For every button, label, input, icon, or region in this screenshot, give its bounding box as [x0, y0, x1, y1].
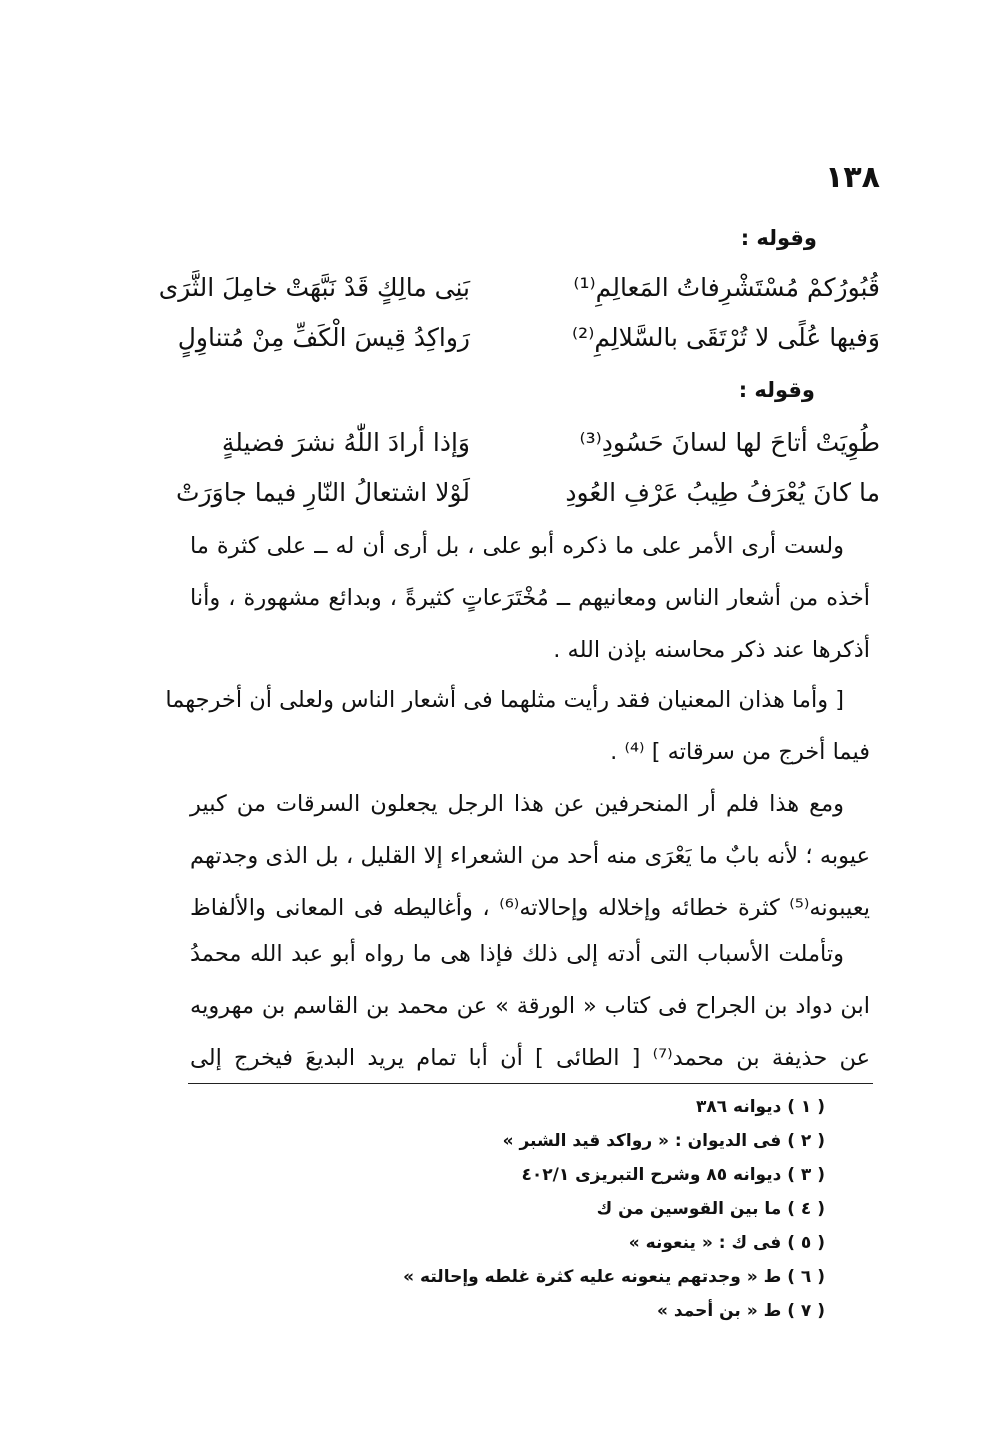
hemistich-second: طُوِيَتْ أتاحَ لها لسانَ حَسُودِ⁽³⁾: [579, 428, 880, 457]
text-line: أذكرها عند ذكر محاسنه بإذن الله .: [553, 637, 870, 663]
text-line: ولست أرى الأمر على ما ذكره أبو على ، بل أرى أن له ــ على كثرة ما: [190, 533, 844, 559]
footnote: ( ٣ ) ديوانه ٨٥ وشرح التبريزى ٤٠٢/١: [521, 1165, 825, 1185]
hemistich-first: بَنِى مالِكٍ قَدْ نَبَّهَتْ خامِلَ الثَّرَى: [158, 273, 470, 302]
text-line: ومع هذا فلم أر المنحرفين عن هذا الرجل يجعلون السرقات من كبير: [190, 791, 844, 817]
paragraph: [190, 520, 870, 676]
hemistich-first: رَواكِدُ قِيسَ الْكَفِّ مِنْ مُتناوِلٍ: [177, 323, 470, 352]
paragraph: [190, 928, 870, 1084]
text-line: ابن دواد بن الجراح فى كتاب « الورقة » عن محمد بن القاسم بن مهرويه: [190, 993, 870, 1019]
footnote: ( ١ ) ديوانه ٣٨٦: [695, 1097, 825, 1117]
text-line: [ وأما هذان المعنيان فقد رأيت مثلهما فى أشعار الناس ولعلى أن أخرجهما: [165, 687, 844, 713]
footnote: ( ٧ ) ط « بن أحمد »: [657, 1301, 825, 1321]
verse-intro: وقوله :: [740, 226, 817, 250]
hemistich-first: وَإذا أرادَ اللّٰهُ نشرَ فضيلةٍ: [221, 428, 470, 457]
hemistich-second: قُبُورُكمْ مُسْتَشْرِفاتُ المَعالِمِ⁽¹⁾: [573, 273, 880, 302]
page-number: ١٣٨: [825, 160, 880, 195]
paragraph: [165, 674, 870, 778]
paragraph: [190, 778, 870, 934]
text-line: عن حذيفة بن محمد⁽⁷⁾ [ الطائى ] أن أبا تمام يريد البديعَ فيخرج إلى: [190, 1045, 870, 1071]
footnote: ( ٢ ) فى الديوان : « رواكد قيد الشبر »: [502, 1131, 825, 1151]
footnote: ( ٥ ) فى ك : « ينعونه »: [628, 1233, 825, 1253]
text-line: وتأملت الأسباب التى أدته إلى ذلك فإذا هى ما رواه أبو عبد الله محمدُ: [190, 941, 844, 967]
hemistich-first: لَوْلا اشتعالُ النّارِ فيما جاوَرَتْ: [176, 478, 470, 507]
text-line: فيما أخرج من سرقاته ] ⁽⁴⁾ .: [610, 739, 870, 765]
text-line: أخذه من أشعار الناس ومعانيهم ــ مُخْتَرَعاتٍ كثيرةً ، وبدائع مشهورة ، وأنا: [190, 585, 870, 611]
hemistich-second: وَفيها عُلًى لا تُرْتَقَى بالسَّلالِمِ⁽²⁾: [572, 323, 880, 352]
text-line: يعيبونه⁽⁵⁾ كثرة خطائه وإخلاله وإحالاته⁽⁶⁾ ، وأغاليطه فى المعانى والألفاظ: [190, 895, 870, 921]
hemistich-second: ما كانَ يُعْرَفُ طِيبُ عَرْفِ العُودِ: [565, 478, 880, 507]
footnote-divider: [188, 1083, 873, 1084]
footnote: ( ٦ ) ط « وجدتهم ينعونه عليه كثرة غلطه وإحالته »: [403, 1267, 825, 1287]
footnote: ( ٤ ) ما بين القوسين من ك: [596, 1199, 825, 1219]
text-line: عيوبه ؛ لأنه بابٌ ما يَعْرَى منه أحد من الشعراء إلا القليل ، بل الذى وجدتهم: [190, 843, 870, 869]
verse-intro: وقوله :: [738, 378, 815, 402]
